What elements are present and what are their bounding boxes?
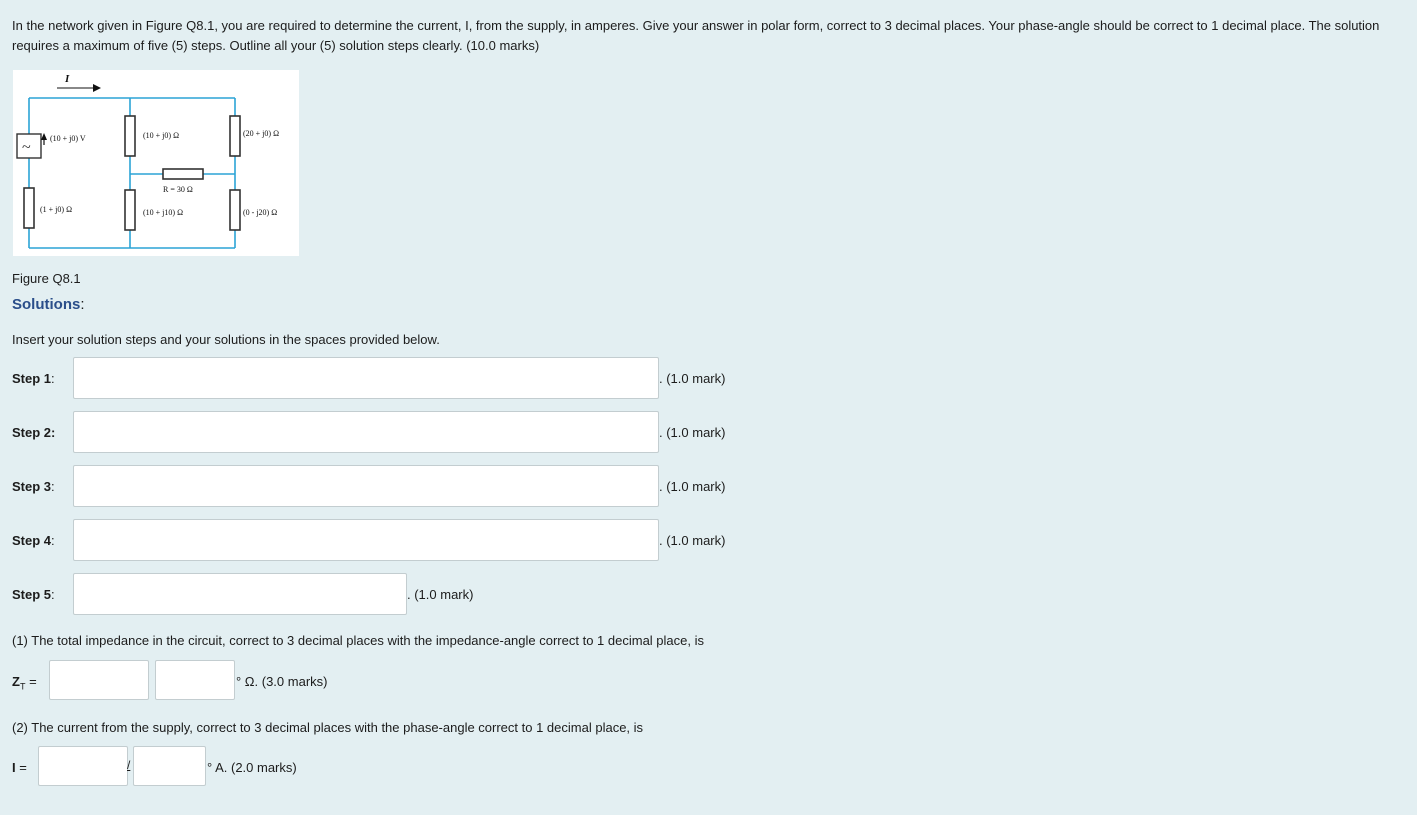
part2-symbol [12,760,27,775]
step-1-label-sep: : [51,371,55,386]
part1-equals: = [25,674,37,689]
part2-equals: = [15,760,27,775]
step-4-label [12,533,72,548]
step-4-label-text: Step 4 [12,533,52,548]
step-3-label-text: Step 3 [12,479,52,494]
step-3-label-sep: : [51,479,55,494]
part1-text: (1) The total impedance in the circuit, correct to 3 decimal places with the impedance-angle correct to 1 decimal place, is [12,633,704,648]
part1-symbol [12,674,37,692]
step-2-label [12,425,72,440]
z1-label: (10 + j0) Ω [143,131,180,140]
step-5-label [12,587,72,602]
step-5-label-sep: : [51,587,55,602]
figure-caption: Figure Q8.1 [12,271,81,286]
step-3-input[interactable] [73,465,659,507]
z3-label: (1 + j0) Ω [40,205,73,214]
angle-icon: / [127,758,131,772]
zt-angle-input[interactable] [155,660,235,700]
circuit-figure [13,70,299,256]
solutions-heading-text: Solutions [12,296,81,313]
r-label: R = 30 Ω [163,185,193,194]
zt-magnitude-input[interactable] [49,660,149,700]
part1-symbol-subscript: T [19,681,26,692]
voltage-arrow-icon [41,133,47,140]
solutions-instructions: Insert your solution steps and your solutions in the spaces provided below. [12,332,440,347]
step-2-input[interactable] [73,411,659,453]
step-4-mark: . (1.0 mark) [659,533,726,548]
step-1-label [12,371,72,386]
step-1-label-text: Step 1 [12,371,52,386]
z4-label: (10 + j10) Ω [143,208,184,217]
part2-unit: ° A. (2.0 marks) [207,760,297,775]
current-label: I [65,73,70,85]
current-arrow-icon [93,84,101,92]
solutions-heading-colon: : [80,296,85,313]
source-label: (10 + j0) V [50,134,86,143]
z5-label: (0 - j20) Ω [243,208,278,217]
step-4-label-sep: : [51,533,55,548]
part2-text: (2) The current from the supply, correct to 3 decimal places with the phase-angle correct to 1 decimal place, is [12,720,644,735]
step-1-mark: . (1.0 mark) [659,371,726,386]
circuit-diagram [13,70,299,256]
part2-symbol-letter: I [12,760,16,775]
ac-source-glyph: ~ [22,139,31,156]
step-2-label-text: Step 2: [12,425,56,440]
part1-symbol-letter: Z [12,674,20,689]
step-5-input[interactable] [73,573,407,615]
part1-unit: ° Ω. (3.0 marks) [236,674,328,689]
current-magnitude-input[interactable] [38,746,131,786]
step-3-mark: . (1.0 mark) [659,479,726,494]
z2-label: (20 + j0) Ω [243,129,280,138]
step-5-mark: . (1.0 mark) [407,587,474,602]
solutions-heading [12,296,85,313]
step-1-input[interactable] [73,357,659,399]
step-5-label-text: Step 5 [12,587,52,602]
question-text: In the network given in Figure Q8.1, you are required to determine the current, I, from the supply, in amperes. Give your answer in polar form, correct to 3 decimal places. Your phase-angle should be correct to 1 decimal place. The solution requires a maximum of five (5) steps. Outline all your (5) solution steps clearly. (10.0 marks) [12,18,1380,53]
step-4-input[interactable] [73,519,659,561]
step-2-mark: . (1.0 mark) [659,425,726,440]
step-3-label [12,479,72,494]
current-angle-input[interactable] [133,746,206,786]
